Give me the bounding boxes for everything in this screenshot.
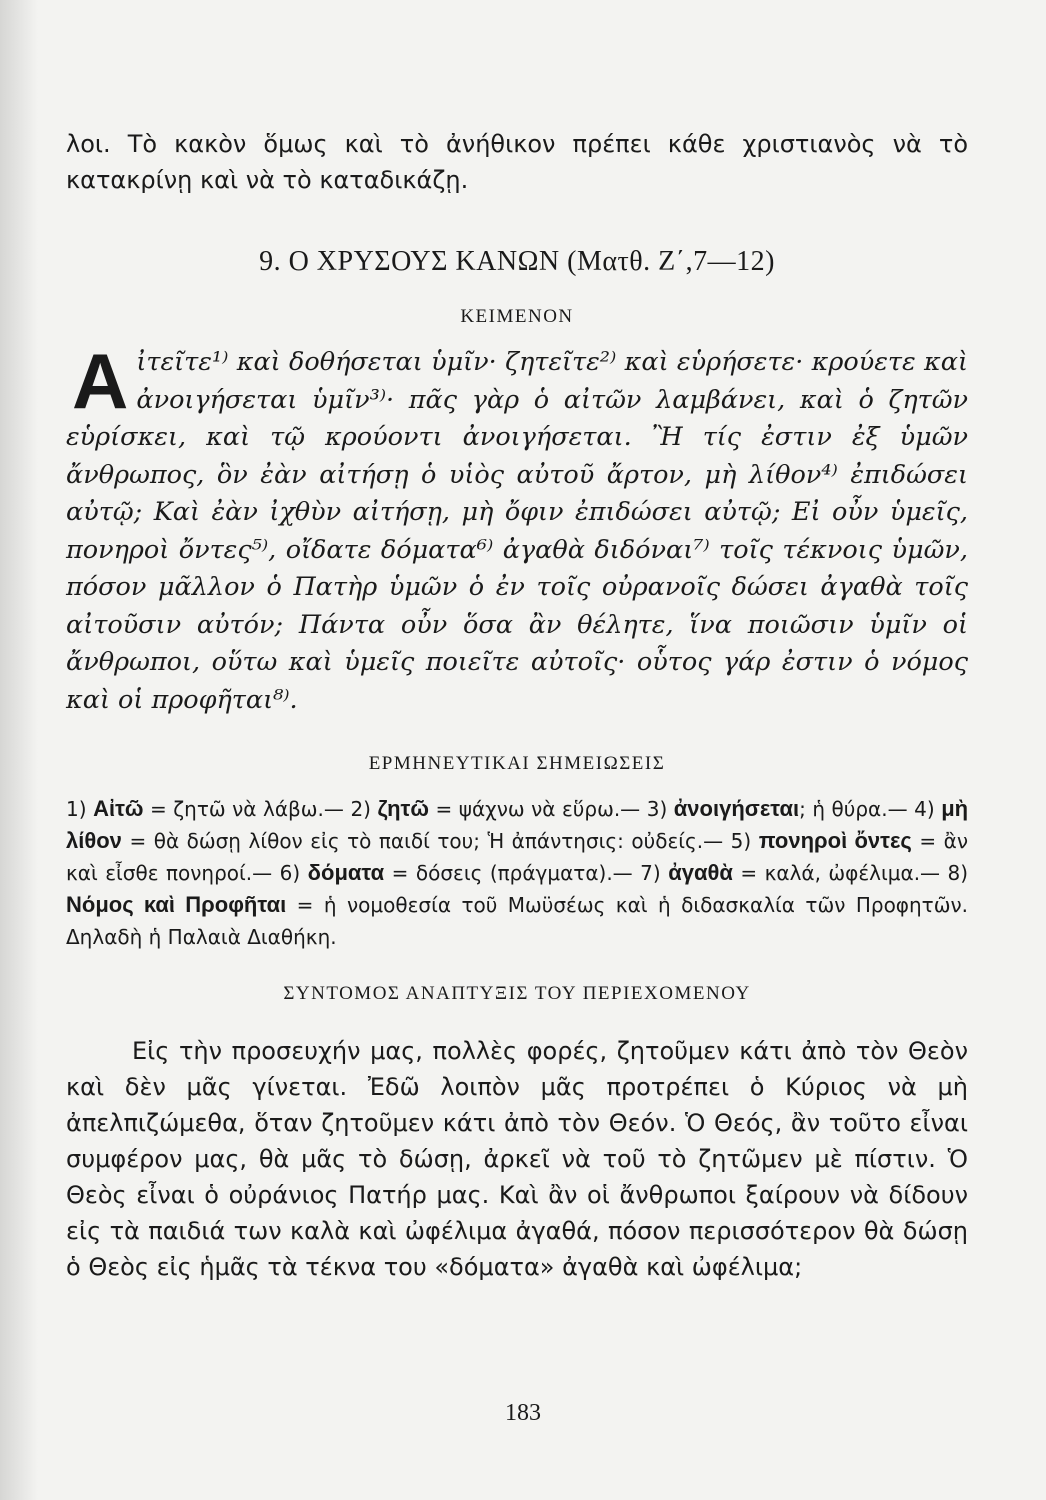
note-term: Αἰτῶ — [93, 796, 144, 821]
note-item: 5) πονηροὶ ὄντες = ἂν καὶ εἶσθε πονηροί.— — [66, 828, 968, 885]
note-item: 6) δόματα = δόσεις (πράγματα).— — [279, 860, 633, 885]
intro-text: λοι. Τὸ κακὸν ὅμως καὶ τὸ ἀνήθικον πρέπει κάθε χριστιανὸς νὰ τὸ κατακρίνῃ καὶ νὰ τὸ καταδικάζῃ. — [66, 130, 968, 194]
analysis-paragraph: Εἰς τὴν προσευχήν μας, πολλὲς φορές, ζητοῦμεν κάτι ἀπὸ τὸν Θεὸν καὶ δὲν μᾶς γίνεται. Ἐδῶ λοιπὸν μᾶς προτρέπει ὁ Κύριος νὰ μὴ ἀπελπιζώμεθα, ὅταν ζητοῦμεν κάτι ἀπὸ τὸν Θεόν. Ὁ Θεός, ἂν τοῦτο εἶναι συμφέρον μας, θὰ μᾶς τὸ δώσῃ, ἀρκεῖ νὰ τοῦ τὸ ζητῶμεν μὲ πίστιν. Ὁ Θεὸς εἶναι ὁ οὐράνιος Πατήρ μας. Καὶ ἂν οἱ ἄνθρωποι ξαίρουν νὰ δίδουν εἰς τὰ παιδιά των καλὰ καὶ ὠφέλιμα ἀγαθά, πόσον περισσότερον θὰ δώσῃ ὁ Θεὸς εἰς ἡμᾶς τὰ τέκνα του «δόματα» ἀγαθὰ καὶ ὠφέλιμα; — [66, 1037, 968, 1281]
note-item: 8) Νόμος καὶ Προφῆται = ἡ νομοθεσία τοῦ Μωϋσέως καὶ ἡ διδασκαλία τῶν Προφητῶν. Δηλαδὴ ἡ Παλαιὰ Διαθήκη. — [66, 861, 969, 949]
drop-cap: Α — [72, 337, 129, 425]
note-term: μὴ λίθον — [66, 796, 969, 853]
note-term: πονηροὶ ὄντες — [758, 828, 912, 853]
scripture-text: ἰτεῖτε¹⁾ καὶ δοθήσεται ὑμῖν· ζητεῖτε²⁾ καὶ εὑρήσετε· κρούετε καὶ ἀνοιγήσεται ὑμῖν³⁾· πᾶς γὰρ ὁ αἰτῶν λαμβάνει, καὶ ὁ ζητῶν εὑρίσκει, καὶ τῷ κρούοντι ἀνοιγήσεται. Ἢ τίς ἐστιν ἐξ ὑμῶν ἄνθρωπος, ὃν ἐὰν αἰτήσῃ ὁ υἱὸς αὐτοῦ ἄρτον, μὴ λίθον⁴⁾ ἐπιδώσει αὐτῷ; Καὶ ἐὰν ἰχθὺν αἰτήσῃ, μὴ ὄφιν ἐπιδώσει αὐτῷ; Εἰ οὖν ὑμεῖς, πονηροὶ ὄντες⁵⁾, οἴδατε δόματα⁶⁾ ἀγαθὰ διδόναι⁷⁾ τοῖς τέκνοις ὑμῶν, πόσον μᾶλλον ὁ Πατὴρ ὑμῶν ὁ ἐν τοῖς οὐρανοῖς δώσει ἀγαθὰ τοῖς αἰτοῦσιν αὐτόν; Πάντα οὖν ὅσα ἂν θέλητε, ἵνα ποιῶσιν ὑμῖν οἱ ἄνθρωποι, οὕτω καὶ ὑμεῖς ποιεῖτε αὐτοῖς· οὗτος γάρ ἐστιν ὁ νόμος καὶ οἱ προφῆται⁸⁾. — [66, 347, 968, 715]
notes-heading: ΕΡΜΗΝΕΥΤΙΚΑΙ ΣΗΜΕΙΩΣΕΙΣ — [368, 753, 666, 774]
page-binding-shadow — [0, 0, 38, 1500]
page-content — [66, 126, 968, 1285]
note-item: 1) Αἰτῶ = ζητῶ νὰ λάβω.— — [66, 796, 344, 821]
note-term: ζητῶ — [377, 796, 429, 821]
note-term: δόματα — [307, 860, 385, 885]
note-item: 2) ζητῶ = ψάχνω νὰ εὕρω.— — [350, 796, 641, 821]
note-term: ἀνοιγήσεται — [673, 796, 800, 821]
text-heading: ΚΕΙΜΕΝΟΝ — [460, 306, 574, 327]
section-title: 9. Ο ΧΡΥΣΟΥΣ ΚΑΝΩΝ (Ματθ. Ζ΄,7—12) — [259, 246, 775, 277]
note-term: Νόμος καὶ Προφῆται — [66, 892, 287, 917]
note-term: ἀγαθὰ — [668, 860, 733, 885]
scripture-text-block — [66, 337, 968, 719]
note-item: 4) μὴ λίθον = θὰ δώσῃ λίθον εἰς τὸ παιδί του; Ἡ ἀπάντησις: οὐδείς.— — [66, 796, 969, 853]
page-number: 183 — [505, 1400, 541, 1426]
note-item: 3) ἀνοιγήσεται; ἡ θύρα.— — [646, 796, 908, 821]
note-item: 7) ἀγαθὰ = καλά, ὠφέλιμα.— — [640, 860, 941, 885]
intro-paragraph — [66, 126, 968, 198]
notes-list — [66, 793, 968, 953]
analysis-heading: ΣΥΝΤΟΜΟΣ ΑΝΑΠΤΥΞΙΣ ΤΟΥ ΠΕΡΙΕΧΟΜΕΝΟΥ — [283, 983, 751, 1004]
